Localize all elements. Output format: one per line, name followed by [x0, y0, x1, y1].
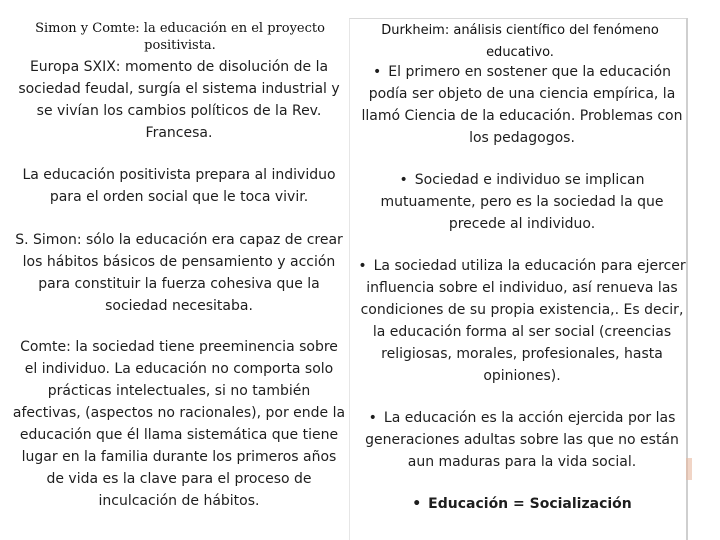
right-bullet-socializacion: • Educación = Socialización	[356, 493, 688, 515]
left-paragraph-positivista: La educación positivista prepara al individuo para el orden social que le toca vivir.	[22, 167, 336, 205]
left-paragraph-europa: Europa SXIX: momento de disolución de la sociedad feudal, surgía el sistema industrial y se vivían los cambios políticos de la Rev. Francesa.	[18, 59, 340, 141]
right-column-title: Durkheim: análisis científico del fenómeno educativo.	[381, 23, 659, 60]
right-bullet-ciencia: • El primero en sostener que la educación podía ser objeto de una ciencia empírica, la llamó Ciencia de la educación. Problemas con los pedagogos.	[356, 61, 688, 149]
right-bullet-accion: • La educación es la acción ejercida por las generaciones adultas sobre las que no están aun maduras para la vida social.	[356, 407, 688, 473]
left-column-title: Simon y Comte: la educación en el proyecto positivista.	[35, 21, 325, 53]
left-paragraph-simon: S. Simon: sólo la educación era capaz de crear los hábitos básicos de pensamiento y acción para constituir la fuerza cohesiva que la sociedad necesitaba.	[15, 232, 343, 314]
right-bullet-influencia: • La sociedad utiliza la educación para ejercer influencia sobre el individuo, así renueva las condiciones de su propia existencia,. Es decir, la educación forma al ser social (creencias religiosas, morales, profesionales, hasta opiniones).	[356, 255, 688, 387]
right-bullet-sociedad-individuo: • Sociedad e individuo se implican mutuamente, pero es la sociedad la que precede al individuo.	[356, 169, 688, 235]
left-paragraph-comte: Comte: la sociedad tiene preeminencia sobre el individuo. La educación no comporta solo prácticas intelectuales, si no también afectivas, (aspectos no racionales), por ende la educación que él llama sistemática que tiene lugar en la familia durante los primeros años de vida es la clave para el proceso de inculcación de hábitos.	[12, 339, 346, 509]
